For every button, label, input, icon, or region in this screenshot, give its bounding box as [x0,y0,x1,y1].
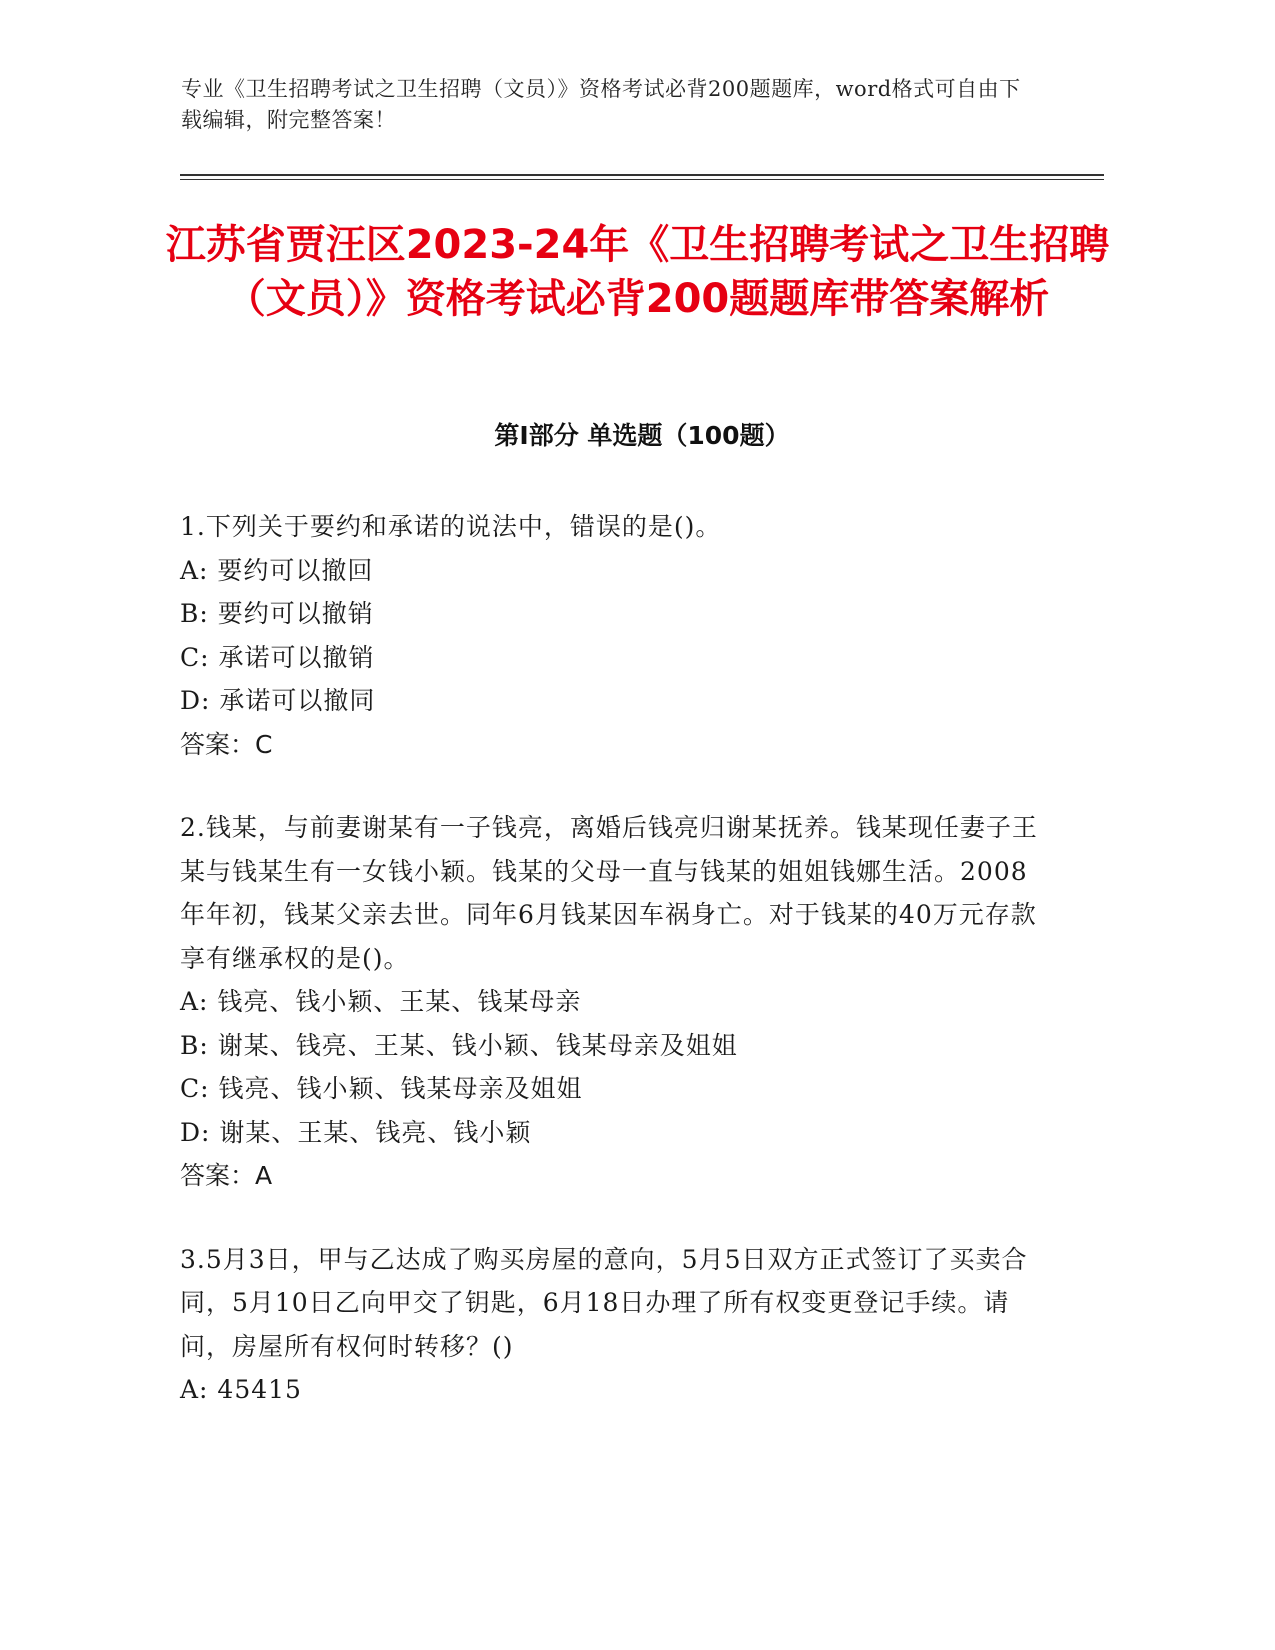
option-c: C: 钱亮、钱小颖、钱某母亲及姐姐 [180,1074,583,1103]
header-divider-thick [180,174,1104,176]
question-2 [180,806,1040,1198]
answer: 答案：C [180,729,273,759]
option-a: A: 要约可以撤回 [180,555,374,585]
question-stem: 1.下列关于要约和承诺的说法中，错误的是()。 [180,512,722,541]
header-divider-thin [180,179,1104,180]
answer: 答案：A [180,1161,273,1190]
question-list [180,505,1040,1452]
question-1 [180,505,1040,766]
option-c: C: 承诺可以撤销 [180,642,375,672]
option-b: B: 要约可以撤销 [180,599,374,628]
option-a: A: 钱亮、钱小颖、王某、钱某母亲 [180,987,582,1016]
question-stem: 2.钱某，与前妻谢某有一子钱亮，离婚后钱亮归谢某抚养。钱某现任妻子王某与钱某生有一女钱小颖。钱某的父母一直与钱某的姐姐钱娜生活。2008年年初，钱某父亲去世。同年6月钱某因车祸身亡。对于钱某的40万元存款享有继承权的是()。 [180,813,1038,973]
option-d: D: 谢某、王某、钱亮、钱小颖 [180,1117,532,1147]
option-b: B: 谢某、钱亮、王某、钱小颖、钱某母亲及姐姐 [180,1030,738,1060]
document-title: 江苏省贾汪区2023-24年《卫生招聘考试之卫生招聘（文员）》资格考试必背200题题库带答案解析 [165,222,1110,322]
option-d: D: 承诺可以撤同 [180,686,376,715]
option-a: A: 45415 [180,1375,302,1404]
header-note: 专业《卫生招聘考试之卫生招聘（文员）》资格考试必背200题题库，word格式可自由下载编辑，附完整答案！ [181,77,1021,132]
question-3 [180,1238,1040,1412]
question-stem: 3.5月3日，甲与乙达成了购买房屋的意向，5月5日双方正式签订了买卖合同，5月10日乙向甲交了钥匙，6月18日办理了所有权变更登记手续。请问，房屋所有权何时转移？() [180,1244,1028,1361]
section-heading: 第Ⅰ部分 单选题（100题） [494,421,790,450]
